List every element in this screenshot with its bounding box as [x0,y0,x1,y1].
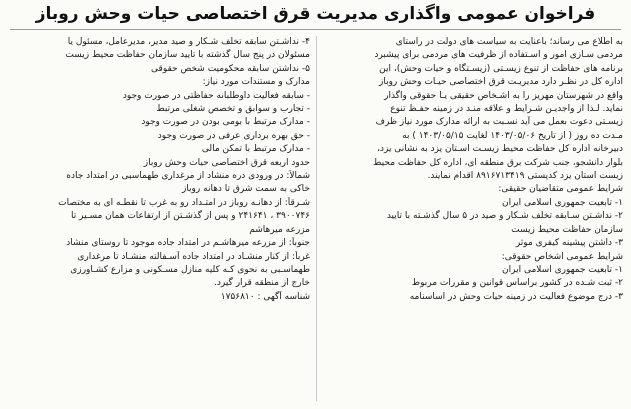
text-line: خارج از منطقه قرار گیرد. [214,278,310,289]
text-line: اداره کل در نظـر دارد مدیریـت قرق اختصاصی حیـات وحش روباز [378,77,623,88]
text-line: شـرقاً: از دهانـه روباز در امتـداد رو به غرب تا نقطـه ای به مختصات [58,197,310,208]
text-line: مـدت ده روز ( از تاریخ ۱۴۰۳/۰۵/۰۶ لغایت ۱۴۰۳/۰۵/۱۵ ) به [402,130,623,141]
list-item: ۲- نداشـتن سـابقه تخلف شـکار و صید در ۵ سال گذشـته با تایید [386,211,623,222]
section-heading: حدود اربعه قرق اختصاصی حیات وحش روباز [143,157,310,168]
list-item: ۵- نداشتن سابقه محکومیت شخص حقوقی [151,63,310,74]
text-line: نماید. لـذا از واجدیـن شـرایط و علاقه منـد در زمینه حفـظ تنوع [390,104,623,115]
list-item: سازمان حفاظت محیط زیست [511,224,623,235]
text-line: مردمی سـازی امور و اسـتفاده از ظرفیت های مردمی برای پیشبرد [374,50,623,61]
list-item: مسئولان در پنج سال گذشته با تایید سازمان حفاظت محیط زیست [65,50,310,61]
list-item: - مدارک مرتبط با بومی بودن در صورت وجود [141,117,310,128]
text-line: به اطلاع می رساند؛ باعنایت به سیاست های دولت در راستای [395,37,623,47]
list-item: - حق بهره برداری عرفی در صورت وجود [157,130,310,141]
column-divider [316,36,317,401]
text-line: زیسـتی دعوت بعمل می آید نسـبت به ارائه مدارک مورد نیاز ظرف [375,117,623,128]
list-item: ۳- درج موضوع فعالیت در زمینه حیات وحش در اساسنامه [409,291,623,302]
text-line: دبیرخانه اداره کل حفاظت محیط زیسـت اسـتان یزد به نشانی یزد، [377,144,623,155]
right-column [318,36,623,403]
title-divider [10,29,621,30]
list-item: ۲- ثبت شـده در کشور براساس قوانین و مقررات مربوط [411,278,623,289]
text-line: خاکی به سمت شرق تا دهانه روباز [181,184,310,195]
list-item: ۳- داشتن پیشینه کیفری موثر [515,238,623,249]
list-item: ۴- نداشـتن سابقه تخلف شـکار و صید مدیر، مدیرعامل، مسئول یا [67,37,310,47]
text-line: جنوباً: از مزرعه میرهاشـم در امتداد جاده موجود تا روستای منشاد [66,238,310,249]
list-item: - سابقه فعالیت داوطلبانه حفاظتی در صورت وجود [122,90,310,101]
list-item: - تجارب و سوابق و تخصص شغلی مرتبط [156,104,310,115]
list-item: ۱- تابعیت جمهوری اسلامی ایران [502,197,623,208]
list-item: ۱- تابعیت جمهوری اسلامی ایران [502,264,623,275]
text-line: غرباً: از کنار منشـاد در امتداد جاده آسـفالته منشـاد تا مرغداری [77,251,310,262]
text-line: شمالاً: در ورودی دره منشاد از مرغداری طهماسبی در امتداد جاده [66,171,310,182]
text-line: بلوار دانشجو، جنب شرکت برق منطقه ای، اداره کل حفاظت محیط [373,157,623,168]
text-line: برنامه های حفاظت از تنوع زیسـتی (زیسـتگاه و حیات وحش)، این [379,63,623,74]
text-line: مزرعه میرهاشم [249,224,310,235]
section-heading: شرایط عمومی متقاضیان حقیقی: [498,184,623,195]
list-item: - مدارک مرتبط با تمکن مالی [201,144,310,155]
text-line: ۳۹۰۰۷۴۶ ، ۲۴۱۶۴۱ و پس از گذشـتن از ارتفاعات همان مسـیر تا [71,211,310,222]
page-title: فراخوان عمومی واگذاری مدیریت قرق اختصاصی حیات وحش روباز [35,4,596,24]
text-line: واقع در شهرستان مهریز را به اشـخاص حقیقی یـا حقوقی واگذار [384,90,623,101]
text-line: طهماسـبی به نحوی کـه کلیه منازل مسـکونی و مزارع کشـاورزی [70,264,310,275]
text-line: زیست استان یزد کدپستی ۸۹۱۶۷۱۳۴۱۹ اقدام نمایند. [427,171,623,182]
section-heading: مدارک و مستندات مورد نیاز: [202,77,310,88]
ad-id: شناسه آگهی : ۱۷۵۶۸۱۰ [220,291,310,302]
left-column [8,36,310,403]
section-heading: شرایط عمومی اشخاص حقوقی: [501,251,623,262]
